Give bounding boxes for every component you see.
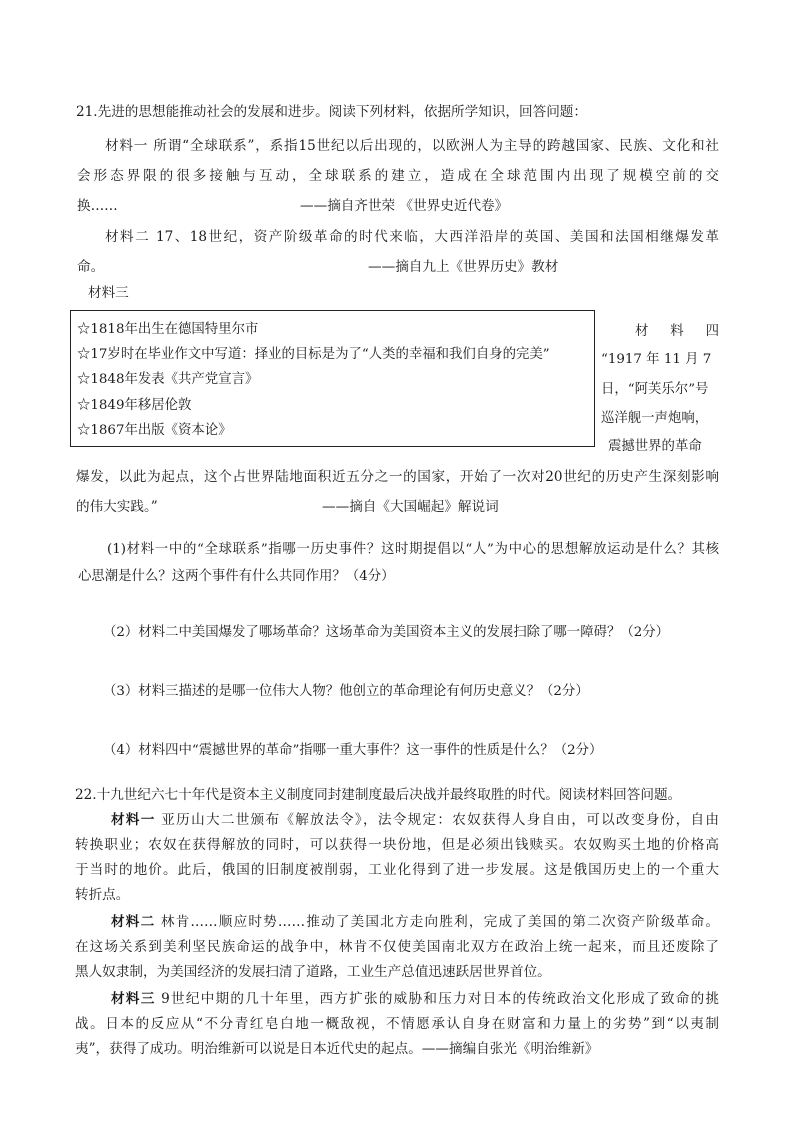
- q22-material1-line3: 于当时的地价。此后，俄国的旧制度被削弱，工业化得到了进一步发展。这是俄国历史上的一个重大: [75, 862, 719, 878]
- q22-material3-text: 9世纪中期的几十年里，西方扩张的威胁和压力对日本的传统政治文化形成了致命的挑: [155, 991, 720, 1007]
- q21-question1-line1: (1)材料一中的“全球联系”指哪一历史事件？这时期提倡以“人”为中心的思想解放运动是什么？其核: [107, 542, 719, 557]
- material3-item: ☆1867年出版《资本论》: [77, 423, 232, 438]
- material3-item: ☆1848年发表《共产党宣言》: [77, 372, 259, 387]
- material3-item: ☆1849年移居伦敦: [77, 398, 192, 413]
- q22-material3-line3: 夷”，获得了成功。明治维新可以说是日本近代史的起点。——摘编自张光《明治维新》: [75, 1041, 599, 1057]
- q22-material1-line4: 转折点。: [75, 887, 130, 903]
- q21-material4-line7: 的伟大实践。”: [76, 499, 158, 515]
- q21-material2-line2: 命。: [77, 259, 105, 275]
- q22-material2-line1: [111, 913, 719, 931]
- q21-material2-line1: 材料二 17、18世纪，资产阶级革命的时代来临，大西洋沿岸的英国、美国和法国相继爆发革: [105, 229, 719, 245]
- q21-question2: （2）材料二中美国爆发了哪场革命？这场革命为美国资本主义的发展扫除了哪一障碍？（2分）: [103, 625, 670, 640]
- q22-stem: 22.十九世纪六七十年代是资本主义制度同封建制度最后决战并最终取胜的时代。阅读材料回答问题。: [75, 787, 682, 803]
- material3-item: ☆1818年出生在德国特里尔市: [77, 322, 259, 337]
- q21-material4-line: 日，“阿芙乐尔”号: [601, 382, 709, 397]
- q22-material3-line1: [111, 990, 719, 1008]
- q21-stem: 21.先进的思想能推动社会的发展和进步。阅读下列材料，依据所学知识，回答问题：: [76, 104, 587, 120]
- q21-material1-line2: 会形态界限的很多接触与互动，全球联系的建立，造成在全球范围内出现了规模空前的交: [77, 168, 719, 184]
- q21-material4-source: ——摘自《大国崛起》解说词: [322, 499, 499, 515]
- material3-box: [70, 310, 595, 447]
- q21-material2-source: ——摘自九上《世界历史》教材: [368, 259, 559, 275]
- q21-material4-line: 震撼世界的革命: [608, 439, 702, 454]
- q22-material2-line3: 黑人奴隶制，为美国经济的发展扫清了道路，工业生产总值迅速跃居世界首位。: [75, 964, 551, 980]
- q21-material4-line: “1917 年 11 月 7: [601, 352, 712, 367]
- q22-material1-line1: [111, 811, 719, 829]
- q21-material4-line6: 爆发，以此为起点，这个占世界陆地面积近五分之一的国家，开始了一次对20世纪的历史产生深刻影响: [76, 469, 719, 485]
- q22-material2-label: 材料二: [111, 914, 156, 930]
- q21-material3-label: 材料三: [88, 285, 129, 301]
- q22-material3-line2: 战。日本的反应从“不分青红皂白地一概敌视，不情愿承认自身在财富和力量上的劣势”到“以夷制: [75, 1016, 719, 1032]
- q22-material1-label: 材料一: [111, 812, 156, 828]
- q22-material3-label: 材料三: [111, 991, 156, 1007]
- material3-item: ☆17岁时在毕业作文中写道：择业的目标是为了“人类的幸福和我们自身的完美”: [77, 347, 550, 362]
- q21-material1-line3: 换……: [77, 198, 118, 214]
- q21-question3: （3）材料三描述的是哪一位伟大人物？他创立的革命理论有何历史意义？（2分）: [103, 684, 589, 699]
- q21-material4-label: 材 料 四: [635, 324, 719, 339]
- q21-material1-line1: 材料一 所谓“全球联系”，系指15世纪以后出现的，以欧洲人为主导的跨越国家、民族、文化和社: [105, 138, 719, 154]
- q21-material1-source: ——摘自齐世荣 《世界史近代卷》: [300, 198, 509, 214]
- q22-material1-text: 亚历山大二世颁布《解放法令》，法令规定：农奴获得人身自由，可以改变身份，自由: [155, 812, 719, 828]
- q21-material4-line: 巡洋舰一声炮响，: [601, 411, 709, 426]
- q21-question1-line2: 心思潮是什么？这两个事件有什么共同作用？（4分）: [78, 569, 395, 584]
- q21-question4: （4）材料四中“震撼世界的革命”指哪一重大事件？这一事件的性质是什么？（2分）: [103, 743, 603, 758]
- q22-material2-line2: 在这场关系到美利坚民族命运的战争中，林肯不仅使美国南北双方在政治上统一起来，而且还废除了: [75, 939, 719, 955]
- q22-material1-line2: 转换职业；农奴在获得解放的同时，可以获得一块份地，但是必须出钱赎买。农奴购买土地的价格高: [75, 837, 719, 853]
- q22-material2-text: 林肯……顺应时势……推动了美国北方走向胜利，完成了美国的第二次资产阶级革命。: [155, 914, 720, 930]
